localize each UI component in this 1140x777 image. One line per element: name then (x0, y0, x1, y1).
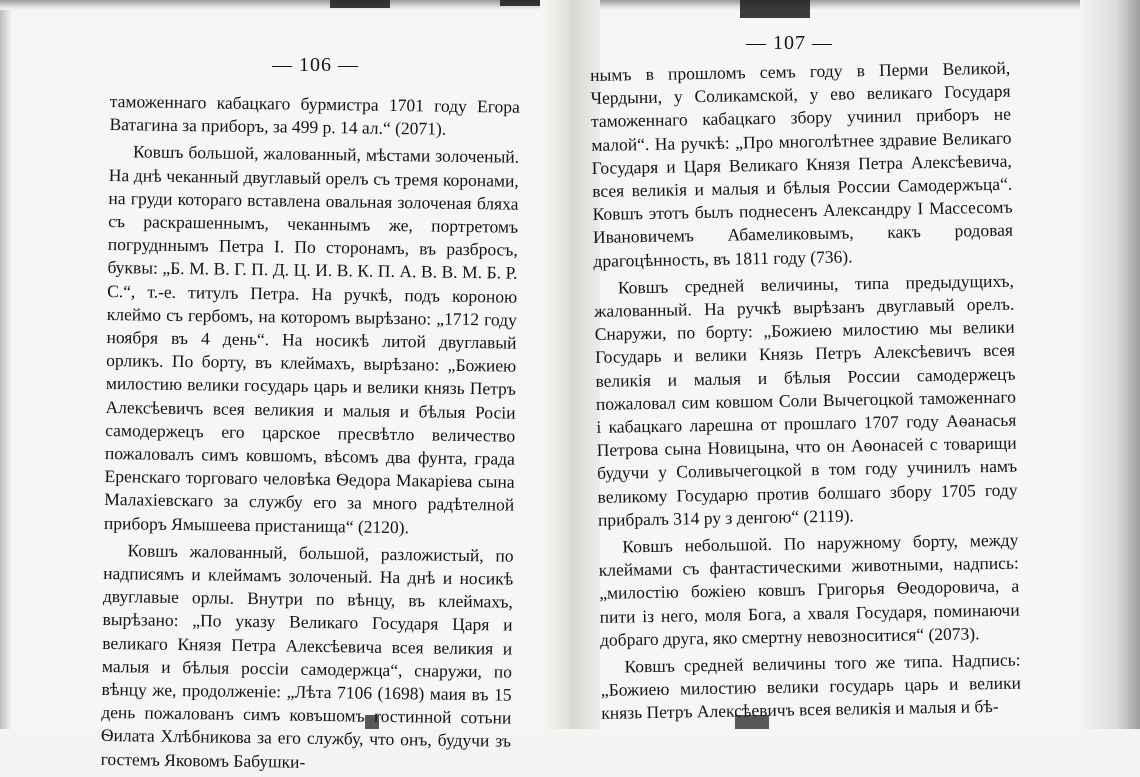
left-page-text (100, 90, 519, 777)
scan-smudge (330, 0, 390, 8)
right-page-edge (1080, 0, 1140, 729)
right-page-number: — 107 — (746, 32, 833, 54)
scan-smudge (740, 0, 810, 18)
right-page-text (590, 57, 1021, 726)
paragraph: Ковшъ большой, жалованный, мѣстами золоченый. На днѣ чеканный двуглавый орелъ съ тремя коронами, на груди котораго вставлена овальная золоченая бляха съ раскрашеннымъ, чеканнымъ же, портретомъ погрудннымъ Петра I. По сторонамъ, въ разбросъ, буквы: „Б. М. В. Г. П. Д. Ц. И. В. К. П. А. В. В. М. Б. Р. С.“, т.-е. титулъ Петра. На ручкѣ, подъ короною клеймо съ гербомъ, на которомъ вырѣзано: „1712 году ноября въ 4 день“. На носикѣ литой двуглавый орликъ. По борту, въ клеймахъ, вырѣзано: „Божиею милостию велики государь царь и велики князь Петръ Алексѣевичъ всея великия и малыя и бѣлыя Росiи самодержецъ его царское пресвѣтло величество пожаловалъ симъ ковшомъ, вѣсомъ два фунта, града Еренскаго торговаго человѣка Ѳедора Макаріева сына Малахіевскаго за службу его за много радѣтелной приборъ Ямышеева пристанища“ (2120). (103, 141, 520, 537)
left-page-number: — 106 — (272, 54, 359, 76)
paragraph: Ковшъ средней величины, типа предыдущихъ, жалованный. На ручкѣ вырѣзанъ двуглавый орелъ. Снаружи, по борту: „Божиею милостию мы велики Государь и велики Князь Петръ Алексѣевичъ всея великія и малыя и бѣлыя России самодержецъ пожаловал сим ковшом Соли Вычегоцкой таможеннаго і кабацкаго ларешна от прошлаго 1707 году Аѳанасья Петрова сына Новицына, что он Аѳонасей с товарищи будучи у Соливычегоцкой в том году учинилъ намъ великому Государю против болшаго збору 1705 году прибралъ 314 ру з денгою“ (2119). (594, 270, 1018, 530)
paragraph: Ковшъ средней величины того же типа. Надпись: „Божиею милостию велики государь царь и велики князь Петръ Алексѣевичъ всея великія и малыя и бѣ- (600, 649, 1022, 724)
scan-smudge (500, 0, 540, 6)
paragraph: Ковшъ жалованный, большой, разложистый, по надписямъ и клеймамъ золоченый. На днѣ и носикѣ двуглавые орлы. Внутри по вѣнцу, въ клеймахъ, вырѣзано: „По указу Великаго Государя Царя и великаго Князя Петра Алексѣевича всея великия и малыя и бѣлыя россіи самодержца“, снаружи, по вѣнцу же, продолженіе: „Лѣта 7106 (1698) маия въ 15 день пожалованъ симъ ковъшомъ гостинной сотьни Ѳилата Хлѣбникова за его службу, что онъ, будучи зъ гостемъ Яковомъ Бабушки- (100, 540, 514, 772)
paragraph: нымъ в прошломъ семъ году в Перми Великой, Чердыни, у Соликамской, у ево великаго Государя таможеннаго кабацкаго збору учинил приборъ не малой“. На ручкѣ: „Про многолѣтнее здравие Великаго Государя и Царя Великаго Князя Петра Алексѣевича, всея великія и малыя и бѣлыя России Самодержъца“. Ковшъ этотъ былъ поднесенъ Александру I Массесомъ Ивановичемъ Абамеликовымъ, какъ родовая драгоцѣнность, въ 1811 году (736). (590, 57, 1014, 271)
left-page-edge (0, 0, 12, 729)
paragraph: Ковшъ небольшой. По наружному борту, между клеймами съ фантастическими животными, надпись: „милостію божіею ковшъ Григорья Ѳеодоровича, а пити із него, моля Бога, а хваля Государя, поминаючи добраго друга, яко смертну невозноситися“ (2073). (598, 529, 1020, 650)
paragraph: таможеннаго кабацкаго бурмистра 1701 году Егора Ватагина за приборъ, за 499 р. 14 ал.“ (2071). (109, 90, 520, 139)
